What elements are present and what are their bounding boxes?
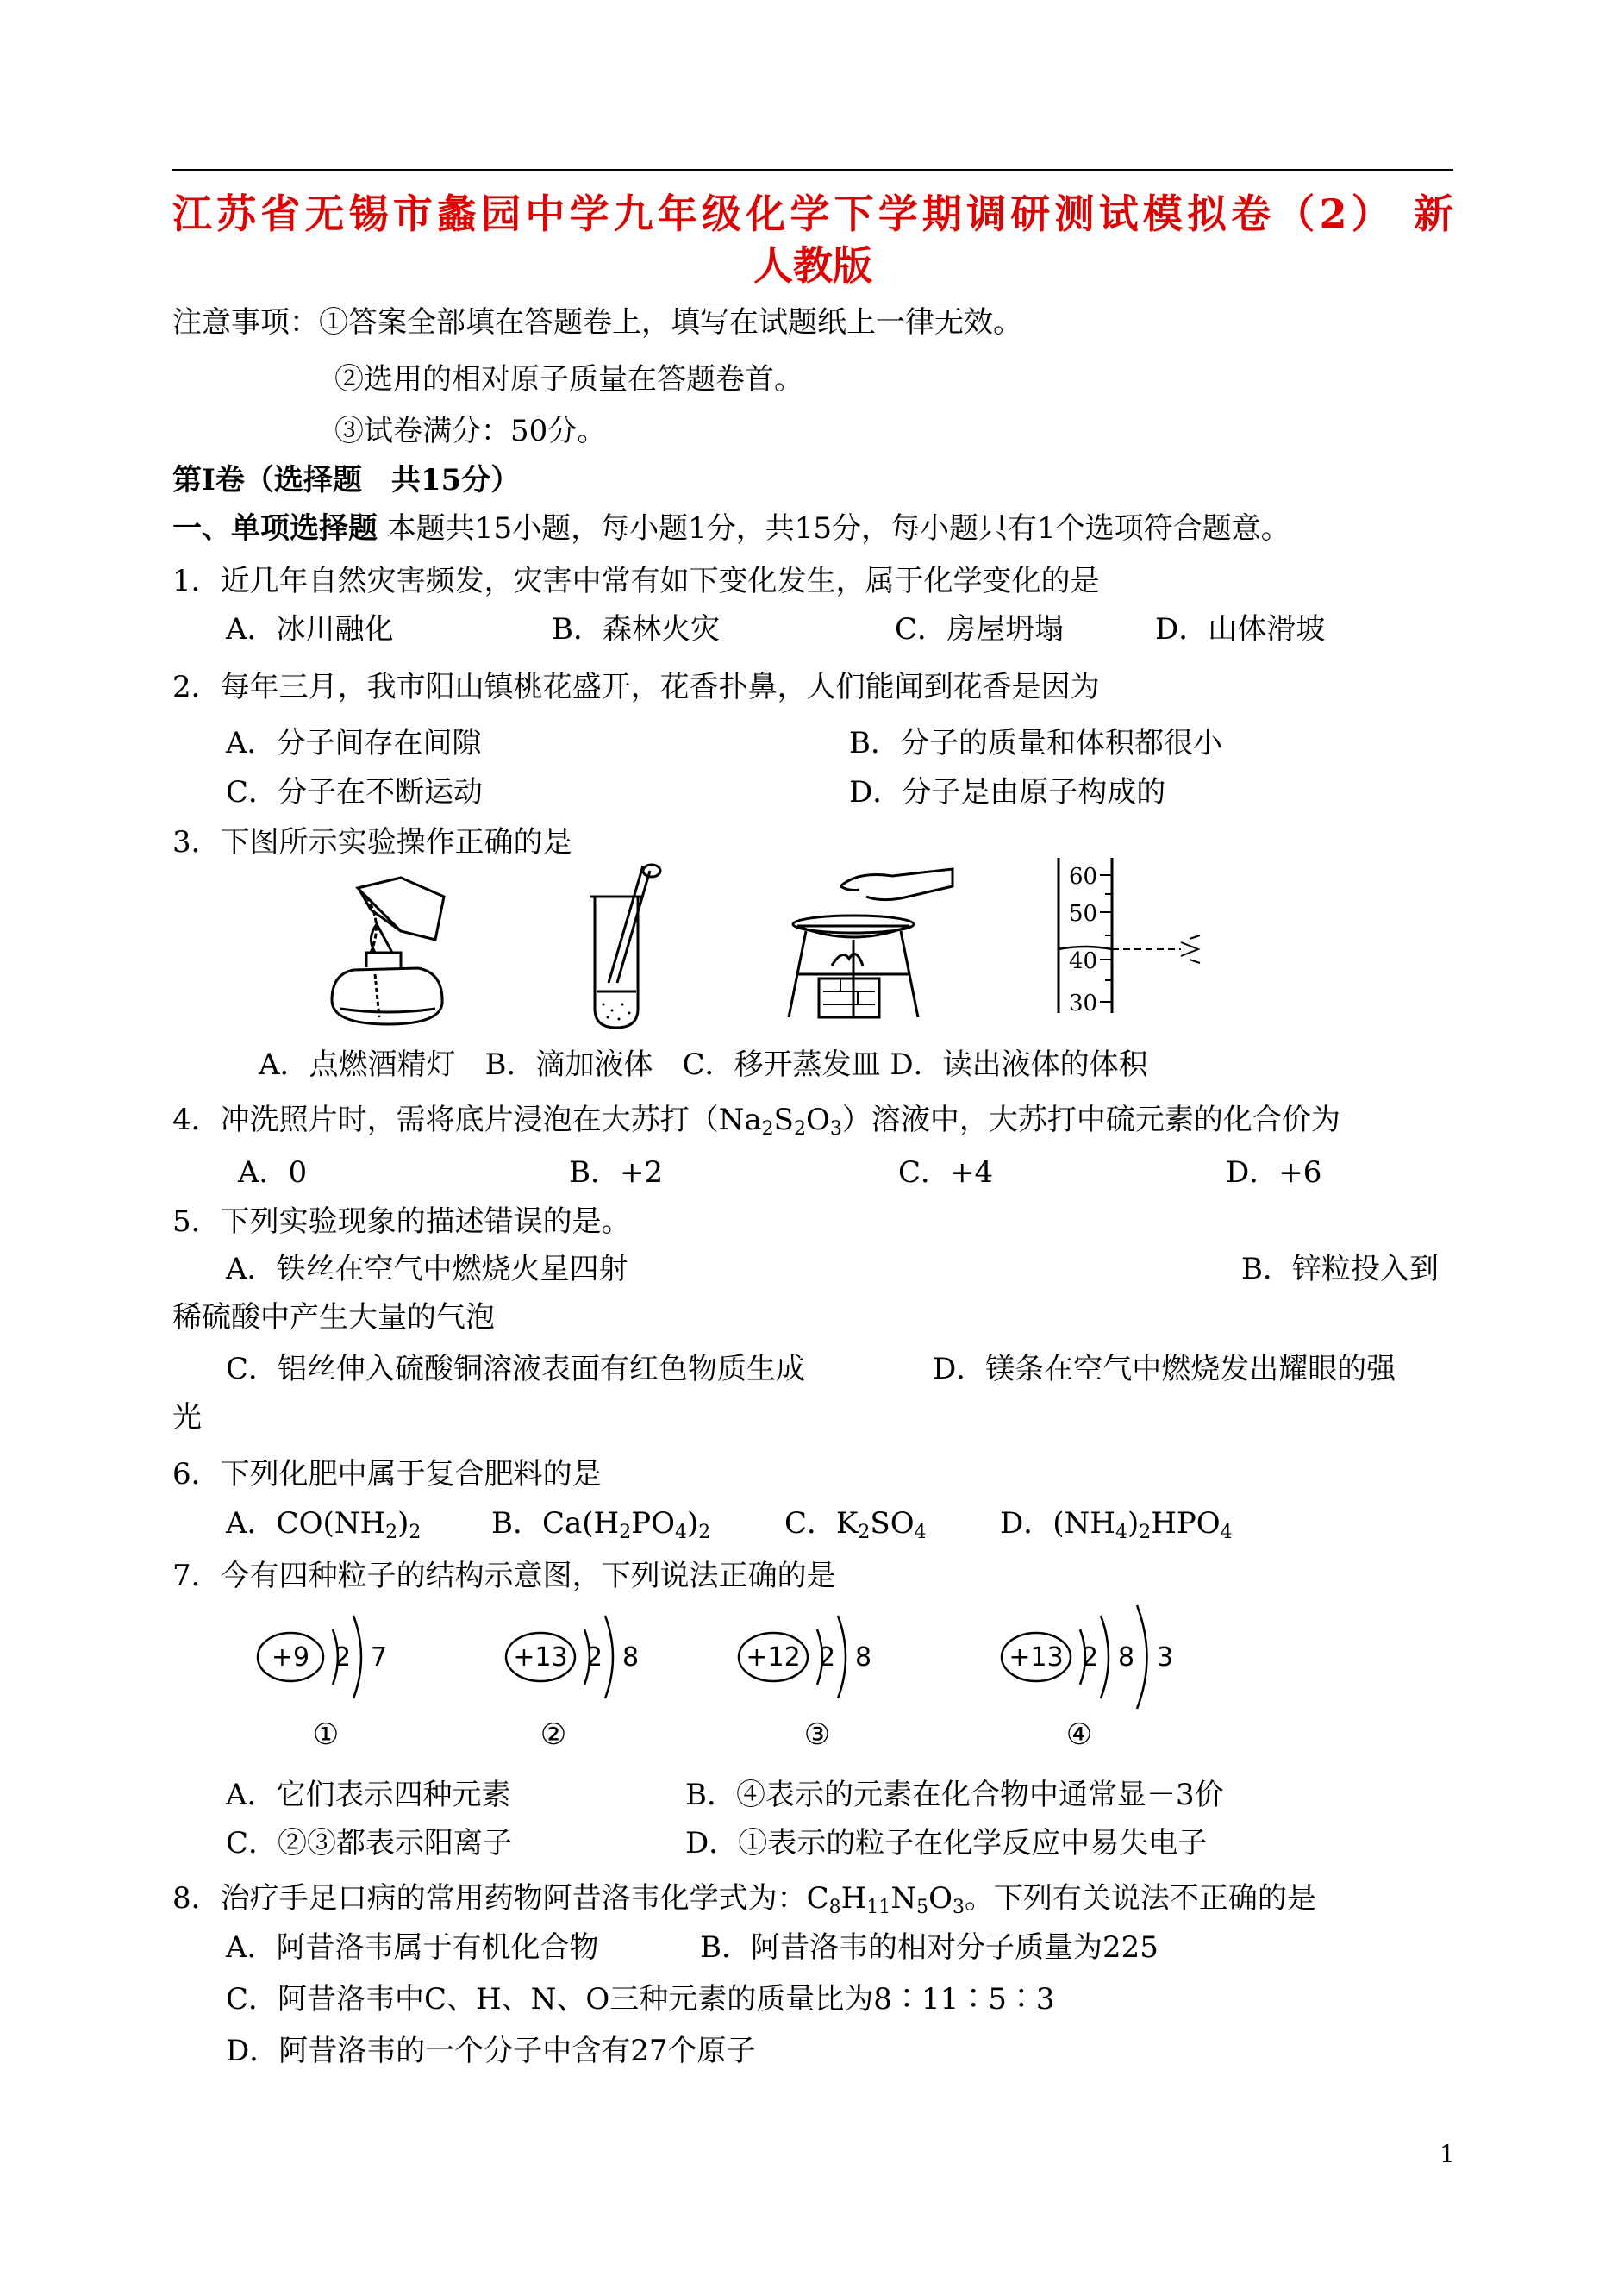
particle-3-nucleus: +12	[746, 1642, 801, 1673]
q5-option-d: D．镁条在空气中燃烧发出耀眼的强	[933, 1352, 1396, 1386]
q8-option-b: B．阿昔洛韦的相对分子质量为225	[700, 1930, 1159, 1965]
q1-stem: 1．近几年自然灾害频发，灾害中常有如下变化发生，属于化学变化的是	[172, 564, 1100, 598]
q1-option-d: D．山体滑坡	[1155, 612, 1326, 647]
particle-1	[258, 1616, 387, 1752]
q8-option-a: A．阿昔洛韦属于有机化合物	[226, 1930, 599, 1965]
q7-option-a: A．它们表示四种元素	[226, 1778, 511, 1812]
q2-option-c: C．分子在不断运动	[226, 775, 484, 810]
notes-line2: ②选用的相对原子质量在答题卷首。	[334, 362, 803, 397]
q3-options: A．点燃酒精灯 B．滴加液体 C．移开蒸发皿 D．读出液体的体积	[259, 1047, 1148, 1082]
particle-4-shell-2: 8	[1118, 1642, 1135, 1673]
evaporating-dish-figure	[780, 862, 961, 1035]
particle-2-nucleus: +13	[513, 1642, 568, 1673]
q2-option-d: D．分子是由原子构成的	[849, 775, 1166, 810]
particle-3-label: ③	[803, 1717, 831, 1752]
particle-4-shell-1: 2	[1082, 1642, 1099, 1673]
q8-stem: 8．治疗手足口病的常用药物阿昔洛韦化学式为：$C_8H_{11}N_5O_3$。下列有关说法不正确的是	[172, 1881, 1316, 1918]
q5-option-b-cont: 稀硫酸中产生大量的气泡	[172, 1300, 495, 1335]
q4-option-c: C．+4	[898, 1155, 994, 1190]
part-heading: 第Ⅰ卷（选择题 共15分）	[172, 463, 521, 497]
doc-title-line1: 江苏省无锡市蠡园中学九年级化学下学期调研测试模拟卷（2） 新	[172, 191, 1453, 237]
notes-line3: ③试卷满分：50分。	[334, 414, 607, 448]
particle-4-nucleus: +13	[1009, 1642, 1064, 1673]
q7-option-b: B．④表示的元素在化合物中通常显－3价	[685, 1778, 1224, 1812]
atomic-structure-diagrams	[233, 1604, 1224, 1767]
particle-4	[1002, 1605, 1173, 1752]
particle-3	[739, 1616, 871, 1752]
dropper-test-tube-figure	[578, 862, 672, 1035]
particle-3-shell-1: 2	[819, 1642, 836, 1673]
alcohol-lamp-figure	[306, 871, 470, 1035]
q6-option-c: C．$K_2SO_4$	[784, 1506, 927, 1543]
q6-option-b: B．$Ca(H_2PO_4)_2$	[491, 1506, 711, 1543]
q8-option-d: D．阿昔洛韦的一个分子中含有27个原子	[226, 2034, 756, 2068]
particle-4-label: ④	[1065, 1717, 1093, 1752]
q5-option-c: C．铝丝伸入硫酸铜溶液表面有红色物质生成	[226, 1352, 806, 1386]
q1-option-b: B．森林火灾	[552, 612, 720, 647]
q8-option-c: C．阿昔洛韦中C、H、N、O三种元素的质量比为8∶11∶5∶3	[226, 1982, 1055, 2017]
particle-3-shell-2: 8	[855, 1642, 872, 1673]
particle-2-label: ②	[540, 1717, 567, 1752]
q1-option-c: C．房屋坍塌	[895, 612, 1065, 647]
q7-stem: 7．今有四种粒子的结构示意图，下列说法正确的是	[172, 1559, 836, 1593]
q2-option-a: A．分子间存在间隙	[226, 726, 482, 760]
particle-1-shell-1: 2	[334, 1642, 352, 1673]
q4-option-d: D．+6	[1226, 1155, 1322, 1190]
notes-line1: 注意事项：①答案全部填在答题卷上，填写在试题纸上一律无效。	[172, 305, 1022, 340]
particle-2-shell-1: 2	[586, 1642, 603, 1673]
particle-2-shell-2: 8	[622, 1642, 640, 1673]
q5-option-d-cont: 光	[172, 1400, 202, 1435]
q5-stem: 5．下列实验现象的描述错误的是。	[172, 1204, 631, 1239]
q6-option-d: D．$(NH_4)_2HPO_4$	[1000, 1506, 1233, 1543]
section-heading: 一、单项选择题 本题共15小题，每小题1分，共15分，每小题只有1个选项符合题意。	[172, 511, 1290, 546]
q5-option-b: B．锌粒投入到	[1241, 1252, 1439, 1286]
top-rule	[172, 169, 1453, 171]
q7-option-c: C．②③都表示阳离子	[226, 1826, 513, 1860]
q5-option-a: A．铁丝在空气中燃烧火星四射	[226, 1252, 628, 1286]
q3-stem: 3．下图所示实验操作正确的是	[172, 825, 572, 860]
q6-stem: 6．下列化肥中属于复合肥料的是	[172, 1457, 602, 1491]
q4-option-a: A．0	[238, 1155, 308, 1190]
q4-stem: 4．冲洗照片时，需将底片浸泡在大苏打$(Na_2S_2O_3)$溶液中，大苏打中硫元素的化合价为	[172, 1103, 1340, 1140]
q4-option-b: B．+2	[569, 1155, 664, 1190]
q1-option-a: A．冰川融化	[226, 612, 394, 647]
scale-40: 40	[1069, 948, 1098, 974]
doc-title-line2: 人教版	[753, 242, 872, 289]
graduated-cylinder-figure	[1043, 858, 1224, 1013]
particle-4-shell-3: 3	[1157, 1642, 1174, 1673]
q2-option-b: B．分子的质量和体积都很小	[849, 726, 1222, 760]
particle-1-shell-2: 7	[371, 1642, 388, 1673]
q7-option-d: D．①表示的粒子在化学反应中易失电子	[685, 1826, 1208, 1860]
page-number: 1	[1440, 2140, 1455, 2168]
q6-option-a: A．$CO(NH_2)_2$	[226, 1506, 422, 1543]
scale-60: 60	[1069, 864, 1098, 890]
particle-1-nucleus: +9	[271, 1642, 310, 1673]
scale-50: 50	[1069, 901, 1098, 927]
scale-30: 30	[1069, 991, 1098, 1013]
particle-1-label: ①	[312, 1717, 340, 1752]
q2-stem: 2．每年三月，我市阳山镇桃花盛开，花香扑鼻，人们能闻到花香是因为	[172, 670, 1100, 704]
particle-2	[506, 1616, 639, 1752]
